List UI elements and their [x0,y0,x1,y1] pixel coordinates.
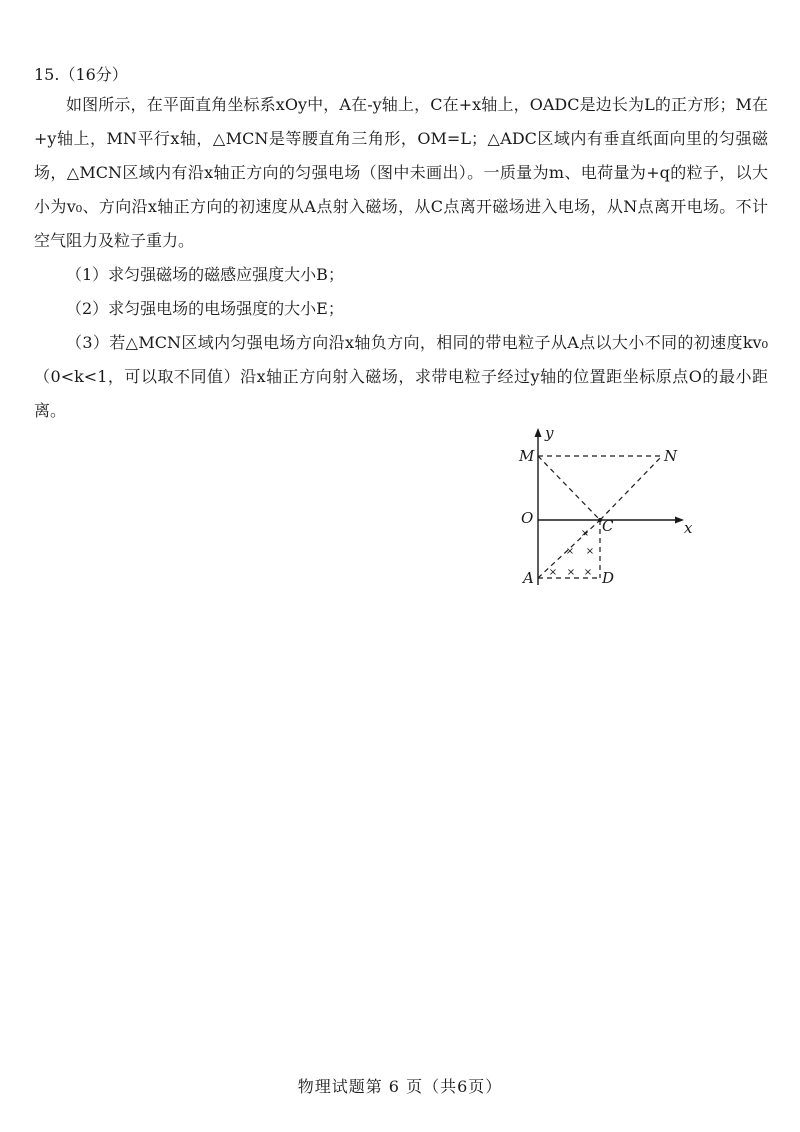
line-CN [600,456,662,520]
y-axis-arrow [535,428,542,437]
x-axis-arrow [675,517,684,524]
label-N: N [664,447,678,465]
label-D: D [602,569,615,587]
field-cross: × [548,567,558,578]
label-y: y [545,424,554,442]
question-intro: 如图所示，在平面直角坐标系xOy中，A在-y轴上，C在+x轴上，OADC是边长为L的正方形；M在+y轴上，MN平行x轴，△MCN是等腰直角三角形，OM=L；△ADC区域内有垂直纸面向里的匀强磁场，△MCN区域内有沿x轴正方向的匀强电场（图中未画出）。一质量为m、电荷量为+q的粒子，以大小为v₀、方向沿x轴正方向的初速度从A点射入磁场，从C点离开磁场进入电场，从N点离开电场。不计空气阻力及粒子重力。 [34,95,768,250]
coordinate-figure [512,420,702,596]
question-number: 15.（16分） [34,65,128,84]
field-cross: × [566,567,576,578]
question-part-1: （1）求匀强磁场的磁感应强度大小B； [66,265,344,284]
question-part-2: （2）求匀强电场的电场强度的大小E； [66,299,344,318]
field-cross: × [565,546,575,557]
label-O: O [521,509,534,527]
question-part-3: （3）若△MCN区域内匀强电场方向沿x轴负方向，相同的带电粒子从A点以大小不同的初速度kv₀（0<k<1，可以取不同值）沿x轴正方向射入磁场，求带电粒子经过y轴的位置距坐标原点O的最小距离。 [34,333,768,420]
field-cross: × [585,546,595,557]
field-cross: × [580,528,590,539]
line-MC [538,456,600,520]
field-cross: × [583,567,593,578]
page-footer: 物理试题第 6 页（共6页） [297,1077,503,1096]
label-x: x [684,519,693,537]
label-C: C [602,517,614,535]
label-M: M [519,447,535,465]
label-A: A [523,569,534,587]
